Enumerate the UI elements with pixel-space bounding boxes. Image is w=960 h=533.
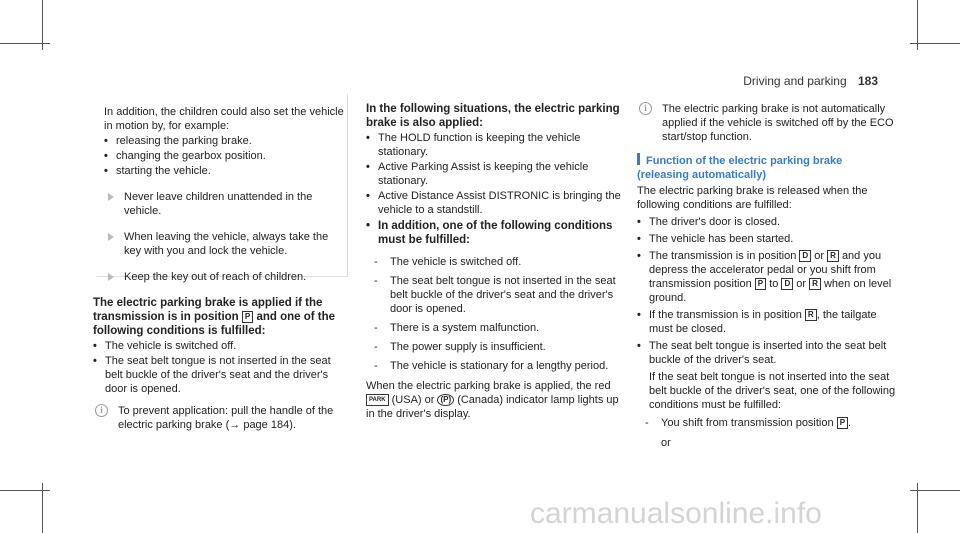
gear-p-symbol: P [755, 278, 766, 290]
gear-d-symbol: D [799, 250, 811, 262]
list-item: • The transmission is in position D or R and you depress the accelerator pedal or you shift from transmission position P to D or R when on level ground. [637, 249, 897, 305]
list-item: • starting the vehicle. [104, 164, 344, 178]
warning-item: When leaving the vehicle, always take the key with you and lock the vehicle. [104, 230, 344, 258]
gear-d-symbol: D [781, 278, 793, 290]
list-item: • If the transmission is in position R , the tailgate must be closed. [637, 308, 897, 336]
column-3 [637, 102, 897, 450]
heading-bar-icon [637, 153, 640, 165]
list-item: - The power supply is insufficient. [366, 340, 622, 354]
section-heading: The electric parking brake is applied if the transmission is in position P and one of the following conditions is fulfilled: [93, 297, 336, 337]
list-item: • The seat belt tongue is inserted into the seat belt buckle of the driver's seat. [637, 339, 897, 367]
page-number: 183 [857, 74, 878, 88]
park-lamp-icon: PARK [366, 394, 389, 406]
crop-mark [42, 483, 43, 533]
warning-item: Keep the key out of reach of children. [104, 270, 344, 284]
intro-text: The electric parking brake is released when the following conditions are fulfilled: [637, 185, 868, 211]
list-item: • changing the gearbox position. [104, 149, 344, 163]
arrow-icon [108, 233, 114, 241]
list-item: • The HOLD function is keeping the vehicle stationary. [366, 131, 622, 159]
gear-r-symbol: R [809, 278, 821, 290]
arrow-icon [108, 193, 114, 201]
list-item: • Active Parking Assist is keeping the vehicle stationary. [366, 160, 622, 188]
list-item: - The vehicle is switched off. [366, 255, 622, 269]
arrow-icon [108, 273, 114, 281]
list-item: • The seat belt tongue is not inserted in the seat belt buckle of the driver's seat and the driver's door is opened. [93, 354, 348, 396]
column-1 [104, 105, 344, 284]
info-icon: i [639, 102, 652, 115]
list-item: - The vehicle is stationary for a lengthy period. [366, 359, 622, 373]
info-note: i The electric parking brake is not automatically applied if the vehicle is switched off by the ECO start/stop function. [637, 102, 897, 144]
intro-text: In addition, the children could also set the vehicle in motion by, for example: [104, 106, 344, 132]
gear-p-symbol: P [242, 311, 253, 323]
list-item: • The vehicle is switched off. [93, 339, 348, 353]
section-heading: Function of the electric parking brake (releasing automatically) [637, 155, 843, 181]
gear-r-symbol: R [805, 309, 817, 321]
crop-mark [917, 0, 918, 50]
sub-heading: • In addition, one of the following conditions must be fulfilled: [366, 219, 622, 247]
info-note: i To prevent application: pull the handle of the electric parking brake (→ page 184). [93, 404, 348, 432]
list-item: - There is a system malfunction. [366, 321, 622, 335]
section-title: Driving and parking [743, 74, 847, 88]
section-heading: In the following situations, the electric parking brake is also applied: [366, 103, 620, 129]
column-1-lower [93, 296, 348, 432]
gear-p-symbol: P [837, 417, 848, 429]
list-item: • The vehicle has been started. [637, 232, 897, 246]
gear-r-symbol: R [827, 250, 839, 262]
page-header [743, 74, 878, 88]
list-item: • releasing the parking brake. [104, 134, 344, 148]
crop-mark [42, 0, 43, 50]
continuation-text: If the seat belt tongue is not inserted into the seat belt buckle of the driver's seat, one of the following conditions must be fulfilled: [649, 371, 896, 411]
list-item: - You shift from transmission position P . [637, 416, 897, 430]
p-lamp-icon: (P) [437, 394, 454, 406]
column-2 [366, 102, 622, 421]
watermark: carmanualsonline.info [530, 497, 822, 530]
list-item: - The seat belt tongue is not inserted in the seat belt buckle of the driver's seat and the driver's door is opened. [366, 274, 622, 316]
info-icon: i [95, 404, 108, 417]
crop-mark [917, 483, 918, 533]
or-text: or [661, 437, 671, 449]
list-item: • Active Distance Assist DISTRONIC is bringing the vehicle to a standstill. [366, 189, 622, 217]
closing-text: When the electric parking brake is applied, the red PARK (USA) or (P) (Canada) indicator lamp lights up in the driver's display. [366, 380, 619, 420]
warning-item: Never leave children unattended in the vehicle. [104, 190, 344, 218]
list-item: • The driver's door is closed. [637, 215, 897, 229]
